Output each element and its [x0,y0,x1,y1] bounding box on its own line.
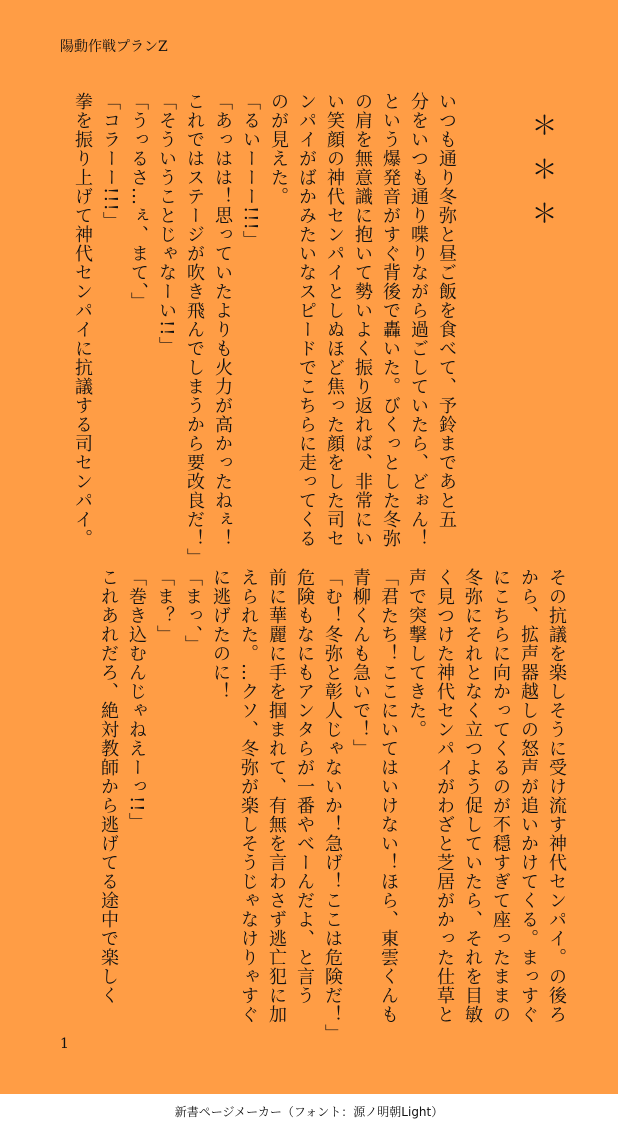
lower-text-line: 青柳くんも急いで！」 [350,568,371,758]
lower-text-line: に逃げたのに！ [210,568,231,701]
page-number: 1 [60,1036,69,1052]
upper-text-block [60,92,460,567]
upper-text-line: い笑顔の神代センパイとしぬほど焦った顔をした司セ [324,92,345,548]
upper-text-line: これではステージが吹き飛んでしまうから要改良だ！」 [184,92,205,567]
footer-caption: 新書ページメーカー（フォント：源ノ明朝Light） [174,1105,444,1119]
lower-text-line: えられた。…クソ、冬弥が楽しそうじゃなけりゃすぐ [238,568,259,1024]
lower-text-block [80,568,570,1043]
lower-text-line: 「ま？」 [154,568,175,644]
scene-break: ＊＊＊ [527,112,557,244]
lower-text-line: これあれだろ、絶対教師から逃げてる途中で楽しく [98,568,119,1005]
upper-text-line: 「コラーー!!!」 [100,92,121,231]
lower-text-line: 「君たち！ここにいてはいけない！ほら、東雲くんも [378,568,399,1024]
upper-text-line: いつも通り冬弥と昼ご飯を食べて、予鈴まであと五 [436,92,457,529]
lower-text-line: 「巻き込むんじゃねえーっ!!」 [126,568,147,832]
upper-text-line: 「あっはは！思っていたよりも火力が高かったねぇ！ [212,92,233,548]
lower-text-line: にこちらに向かってくるのが不穏すぎて座ったままの [490,568,511,1024]
upper-text-line: という爆発音がすぐ背後で轟いた。びくっとした冬弥 [380,92,401,548]
lower-text-line: 前に華麗に手を掴まれて、有無を言わさず逃亡犯に加 [266,568,287,1024]
lower-text-line: 冬弥にそれとなく立つよう促していたら、それを目敏 [462,568,483,1024]
upper-text-line: 「うっるさ…ぇ、まて、」 [128,92,149,311]
page-title: 陽動作戦プランZ [60,39,168,55]
upper-text-line: 拳を振り上げて神代センパイに抗議する司センパイ。 [72,92,93,548]
lower-text-line: 「まっ、」 [182,568,203,654]
upper-text-line: の肩を無意識に抱いて勢いよく振り返れば、非常にい [352,92,373,548]
lower-text-line: から、拡声器越しの怒声が追いかけてくる。まっすぐ [518,568,539,1024]
upper-text-line: 「そういうことじゃなーい!!」 [156,92,177,356]
upper-text-line: 分をいつも通り喋りながら過ごしていたら、どぉん！ [408,92,429,548]
lower-text-line: く見つけた神代センパイがわざと芝居がかった仕草と [434,568,455,1024]
upper-text-line: のが見えた。 [268,92,289,206]
upper-text-line: 「るいーーー!!!」 [240,92,261,250]
upper-text-line: ンパイがばかみたいなスピードでこちらに走ってくる [296,92,317,548]
lower-text-line: 声で突撃してきた。 [406,568,427,739]
lower-text-line: その抗議を楽しそうに受け流す神代センパイ。の後ろ [546,568,567,1024]
lower-text-line: 危険もなにもアンタらが一番やべーんだよ、と言う [294,568,315,1005]
lower-text-line: 「む！冬弥と彰人じゃないか！急げ！ここは危険だ！」 [322,568,343,1043]
